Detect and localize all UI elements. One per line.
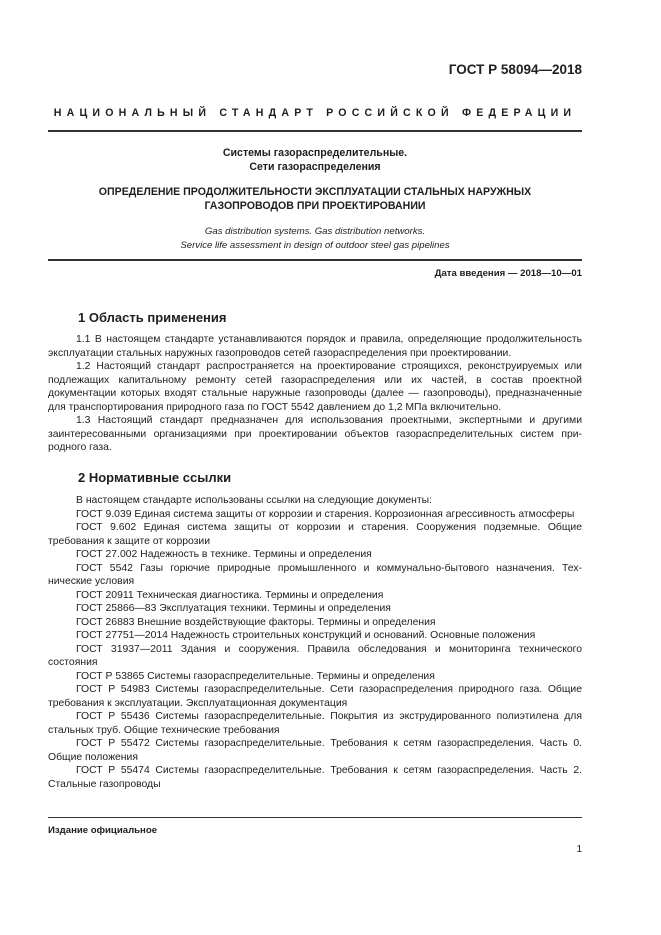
introduction-date: Дата введения — 2018—10—01 bbox=[434, 268, 582, 279]
reference-item: ГОСТ Р 54983 Системы газораспределительные. Сети газораспределения природного газа. Общие требования к эксплуатации. Эксплуатационная документация bbox=[48, 684, 582, 709]
english-title-line-2: Service life assessment in design of outdoor steel gas pipelines bbox=[180, 239, 450, 251]
english-title-block bbox=[48, 225, 582, 252]
reference-item: ГОСТ Р 55472 Системы газораспределительные. Требования к сетям газораспределения. Часть 0. Общие положения bbox=[48, 738, 582, 763]
reference-item: ГОСТ 26883 Внешние воздействующие факторы. Термины и определения bbox=[76, 616, 436, 628]
national-standard-banner: НАЦИОНАЛЬНЫЙ СТАНДАРТ РОССИЙСКОЙ ФЕДЕРАЦИИ bbox=[53, 107, 577, 119]
section-2-body bbox=[48, 494, 582, 791]
title-line-1: Системы газораспределительные. bbox=[222, 147, 408, 159]
reference-item: ГОСТ Р 55436 Системы газораспределительные. Покрытия из экструдированного полиэтилена для стальных труб. Общие технические требования bbox=[48, 711, 582, 736]
reference-item: ГОСТ 25866—83 Эксплуатация техники. Термины и определения bbox=[76, 603, 391, 614]
main-title-line-2: ГАЗОПРОВОДОВ ПРИ ПРОЕКТИРОВАНИИ bbox=[204, 200, 426, 212]
title-block bbox=[48, 146, 582, 174]
english-title-line-1: Gas distribution systems. Gas distribution networks. bbox=[204, 226, 426, 237]
reference-item: ГОСТ 20911 Техническая диагностика. Термины и определения bbox=[76, 589, 384, 601]
reference-item: ГОСТ 27.002 Надежность в технике. Термины и определения bbox=[76, 549, 372, 560]
title-rule bbox=[48, 259, 582, 261]
paragraph-1-1: 1.1 В настоящем стандарте устанавливаются порядок и правила, определяющие продолжительность эксплуатации стальных наружных газопроводов сетей газораспределения при проектировании. bbox=[48, 334, 582, 359]
page-number: 1 bbox=[576, 844, 582, 855]
paragraph-1-3: 1.3 Настоящий стандарт предназначен для использования проектными, экспертными и другими заинтересованными организациями при проектировании объектов газораспределительных систем природного газа. bbox=[48, 415, 582, 453]
standard-number: ГОСТ Р 58094—2018 bbox=[448, 62, 582, 77]
reference-item: ГОСТ 27751—2014 Надежность строительных конструкций и оснований. Основные положения bbox=[76, 630, 536, 641]
footer-rule bbox=[48, 817, 582, 818]
reference-item: ГОСТ 9.039 Единая система защиты от коррозии и старения. Коррозионная агрессивность атмосферы bbox=[76, 508, 575, 520]
section-1-heading: 1 Область применения bbox=[78, 310, 227, 325]
reference-item: ГОСТ 31937—2011 Здания и сооружения. Правила обследования и мониторинга технического состояния bbox=[48, 643, 582, 668]
paragraph-1-2: 1.2 Настоящий стандарт распространяется на проектирование строящихся, реконструируемых или подлежащих капитальному ремонту сетей газораспределения или их частей, в состав проектной документации которых входят стальные наружные газопроводы (далее — газопроводы), предназначенные для транспортирования природного газа по ГОСТ 5542 давлением до 1,2 МПа включительно. bbox=[48, 361, 582, 413]
official-edition-label: Издание официальное bbox=[48, 825, 158, 836]
references-intro: В настоящем стандарте использованы ссылки на следующие документы: bbox=[76, 495, 433, 506]
section-2-heading: 2 Нормативные ссылки bbox=[78, 470, 232, 485]
section-1-body bbox=[48, 333, 582, 455]
main-title-line-1: ОПРЕДЕЛЕНИЕ ПРОДОЛЖИТЕЛЬНОСТИ ЭКСПЛУАТАЦИИ СТАЛЬНЫХ НАРУЖНЫХ bbox=[98, 186, 532, 198]
header-rule bbox=[48, 130, 582, 132]
title-line-2: Сети газораспределения bbox=[249, 161, 381, 173]
reference-item: ГОСТ Р 55474 Системы газораспределительные. Требования к сетям газораспределения. Часть 2. Стальные газопроводы bbox=[48, 765, 582, 790]
reference-item: ГОСТ Р 53865 Системы газораспределительные. Термины и определения bbox=[76, 670, 435, 682]
reference-item: ГОСТ 5542 Газы горючие природные промышленного и коммунально-бытового назначения. Технические условия bbox=[48, 562, 582, 587]
main-title-block bbox=[48, 185, 582, 213]
reference-item: ГОСТ 9.602 Единая система защиты от коррозии и старения. Сооружения подземные. Общие требования к защите от коррозии bbox=[48, 522, 582, 547]
